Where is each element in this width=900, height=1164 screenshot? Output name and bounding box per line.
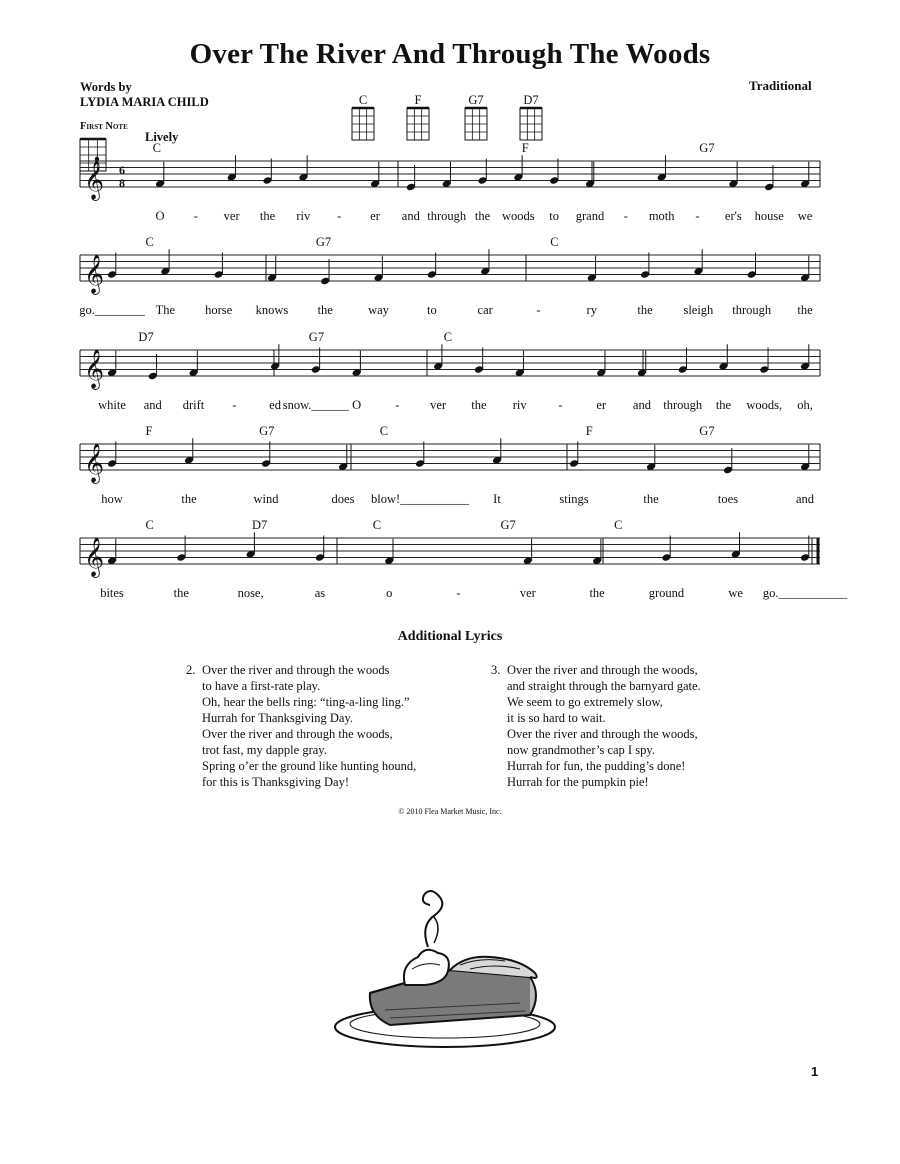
- lyric-syllable: go.___________: [762, 586, 848, 600]
- treble-clef: 𝄞: [84, 443, 105, 483]
- time-signature: 8: [119, 176, 125, 190]
- lyric-syllable: er: [596, 398, 607, 412]
- lyric-syllable: snow.______: [282, 398, 349, 412]
- first-note-label: First Note: [80, 121, 128, 132]
- lyric-syllable: -: [456, 586, 461, 600]
- verse-line: Hurrah for fun, the pudding’s done!: [507, 759, 686, 773]
- verse-3: [491, 662, 781, 802]
- lyric-syllable: through: [663, 398, 703, 412]
- treble-clef: 𝄞: [84, 160, 105, 200]
- chord-diagram-f: [407, 93, 429, 140]
- lyric-syllable: and: [143, 398, 162, 412]
- chord-diagram-label: C: [358, 93, 368, 107]
- lyric-syllable: oh,: [797, 398, 813, 412]
- verse-line: to have a first-rate play.: [202, 679, 321, 693]
- chord-symbol: D7: [138, 330, 154, 344]
- lyric-syllable: and: [632, 398, 651, 412]
- verse-number: 2.: [186, 663, 196, 677]
- lyric-syllable: toes: [717, 492, 739, 506]
- lyric-syllable: go.________: [79, 303, 145, 317]
- lyric-syllable: nose,: [237, 586, 264, 600]
- lyric-syllable: O: [155, 209, 165, 223]
- lyric-syllable: the: [181, 492, 197, 506]
- pumpkin-pie-illustration: [330, 885, 560, 1055]
- lyric-syllable: and: [401, 209, 420, 223]
- lyric-syllable: the: [259, 209, 276, 223]
- chord-symbol: F: [521, 141, 529, 155]
- lyric-syllable: -: [337, 209, 342, 223]
- verse-line: it is so hard to wait.: [507, 711, 606, 725]
- lyric-syllable: riv: [296, 209, 311, 223]
- lyric-syllable: the: [317, 303, 333, 317]
- additional-lyrics-title: Additional Lyrics: [397, 629, 503, 644]
- lyric-syllable: stings: [559, 492, 589, 506]
- lyric-syllable: o: [386, 586, 393, 600]
- verse-line: Spring o’er the ground like hunting hound,: [202, 759, 417, 773]
- lyric-syllable: er's: [724, 209, 742, 223]
- song-title: Over The River And Through The Woods: [189, 38, 711, 70]
- lyric-syllable: we: [797, 209, 813, 223]
- lyric-syllable: The: [155, 303, 176, 317]
- lyric-syllable: -: [193, 209, 198, 223]
- chord-symbol: C: [145, 235, 154, 249]
- verse-line: Over the river and through the woods,: [507, 663, 698, 677]
- lyric-syllable: ver: [519, 586, 536, 600]
- chord-diagram-d7: [520, 93, 542, 140]
- verse-line: now grandmother’s cap I spy.: [507, 743, 655, 757]
- lyric-syllable: er: [370, 209, 380, 223]
- lyric-syllable: the: [589, 586, 605, 600]
- lyric-syllable: wind: [253, 492, 279, 506]
- chord-diagram-label: G7: [468, 93, 484, 107]
- chord-diagram-label: F: [414, 93, 422, 107]
- treble-clef: 𝄞: [84, 254, 105, 294]
- verse-line: We seem to go extremely slow,: [507, 695, 663, 709]
- verse-number: 3.: [491, 663, 501, 677]
- lyric-syllable: bites: [100, 586, 124, 600]
- copyright-notice: © 2010 Flea Market Music, Inc.: [398, 807, 502, 816]
- lyric-syllable: how: [101, 492, 123, 506]
- lyric-syllable: as: [314, 586, 326, 600]
- lyric-syllable: the: [715, 398, 732, 412]
- lyric-syllable: -: [558, 398, 563, 412]
- chord-symbol: D7: [252, 518, 268, 532]
- time-signature: 6: [119, 163, 125, 177]
- lyric-syllable: -: [536, 303, 541, 317]
- lyric-syllable: we: [728, 586, 743, 600]
- verse-line: Over the river and through the woods,: [507, 727, 698, 741]
- lyric-syllable: the: [173, 586, 189, 600]
- page-number: 1: [811, 1064, 819, 1079]
- chord-symbol: F: [145, 424, 153, 438]
- lyric-syllable: -: [232, 398, 237, 412]
- lyric-syllable: ver: [223, 209, 240, 223]
- lyric-syllable: ver: [430, 398, 447, 412]
- chord-diagram-g7: [465, 93, 487, 140]
- lyric-syllable: -: [695, 209, 700, 223]
- lyric-syllable: drift: [182, 398, 205, 412]
- lyric-syllable: the: [471, 398, 487, 412]
- chord-symbol: C: [372, 518, 382, 532]
- chord-symbol: C: [550, 235, 559, 249]
- lyric-syllable: ry: [586, 303, 597, 317]
- verse-line: Hurrah for Thanksgiving Day.: [202, 711, 354, 725]
- lyric-syllable: way: [368, 303, 389, 317]
- treble-clef: 𝄞: [84, 537, 105, 577]
- staff-system-2: [79, 235, 820, 317]
- lyric-syllable: the: [637, 303, 653, 317]
- lyric-syllable: house: [754, 209, 784, 223]
- lyric-syllable: woods: [502, 209, 535, 223]
- chord-symbol: G7: [315, 235, 332, 249]
- lyric-syllable: through: [427, 209, 467, 223]
- music-credit: Traditional: [749, 78, 812, 93]
- chord-symbol: G7: [699, 141, 715, 155]
- chord-symbol: G7: [259, 424, 275, 438]
- chord-diagram-label: D7: [523, 93, 539, 107]
- lyric-syllable: O: [352, 398, 362, 412]
- treble-clef: 𝄞: [84, 349, 105, 389]
- chord-symbol: G7: [699, 424, 715, 438]
- chord-diagram-c: [352, 93, 374, 140]
- staff-system-5: [80, 518, 848, 600]
- tempo-marking: Lively: [145, 130, 179, 144]
- lyric-syllable: ground: [648, 586, 685, 600]
- lyric-syllable: woods,: [746, 398, 783, 412]
- verse-line: Hurrah for the pumpkin pie!: [507, 775, 649, 789]
- lyric-syllable: to: [549, 209, 560, 223]
- words-by-label: Words by: [80, 80, 132, 94]
- chord-symbol: G7: [500, 518, 516, 532]
- lyric-syllable: grand: [575, 209, 605, 223]
- lyric-syllable: does: [331, 492, 355, 506]
- lyric-syllable: -: [395, 398, 400, 412]
- lyric-syllable: riv: [512, 398, 527, 412]
- lyric-syllable: to: [426, 303, 437, 317]
- lyric-syllable: ed: [269, 398, 281, 412]
- chord-symbol: C: [379, 424, 389, 438]
- lyric-syllable: and: [795, 492, 815, 506]
- lyric-syllable: the: [643, 492, 659, 506]
- chord-symbol: C: [152, 141, 161, 155]
- lyric-syllable: moth: [648, 209, 675, 223]
- staff-system-1: [80, 141, 820, 223]
- chord-symbol: F: [585, 424, 593, 438]
- lyric-syllable: white: [98, 398, 126, 412]
- lyric-syllable: It: [493, 492, 501, 506]
- chord-symbol: C: [145, 518, 154, 532]
- chord-symbol: C: [614, 518, 623, 532]
- verse-line: Over the river and through the woods,: [202, 727, 393, 741]
- verse-line: trot fast, my dapple gray.: [202, 743, 327, 757]
- lyricist-name: LYDIA MARIA CHILD: [80, 95, 209, 109]
- lyric-syllable: blow!___________: [371, 492, 469, 506]
- lyric-syllable: the: [797, 303, 813, 317]
- verse-2: [186, 662, 466, 802]
- staff-system-4: [80, 424, 820, 506]
- chord-symbol: G7: [308, 330, 325, 344]
- lyric-syllable: car: [477, 303, 493, 317]
- staff-system-3: [80, 330, 820, 412]
- lyric-syllable: horse: [205, 303, 233, 317]
- verse-line: and straight through the barnyard gate.: [507, 679, 701, 693]
- verse-line: Oh, hear the bells ring: “ting-a-ling ling.”: [202, 695, 410, 709]
- chord-symbol: C: [443, 330, 453, 344]
- verse-line: for this is Thanksgiving Day!: [202, 775, 349, 789]
- lyric-syllable: through: [732, 303, 772, 317]
- lyric-syllable: -: [623, 209, 628, 223]
- lyric-syllable: the: [474, 209, 491, 223]
- lyric-syllable: sleigh: [683, 303, 714, 317]
- verse-line: Over the river and through the woods: [202, 663, 390, 677]
- lyric-syllable: knows: [255, 303, 289, 317]
